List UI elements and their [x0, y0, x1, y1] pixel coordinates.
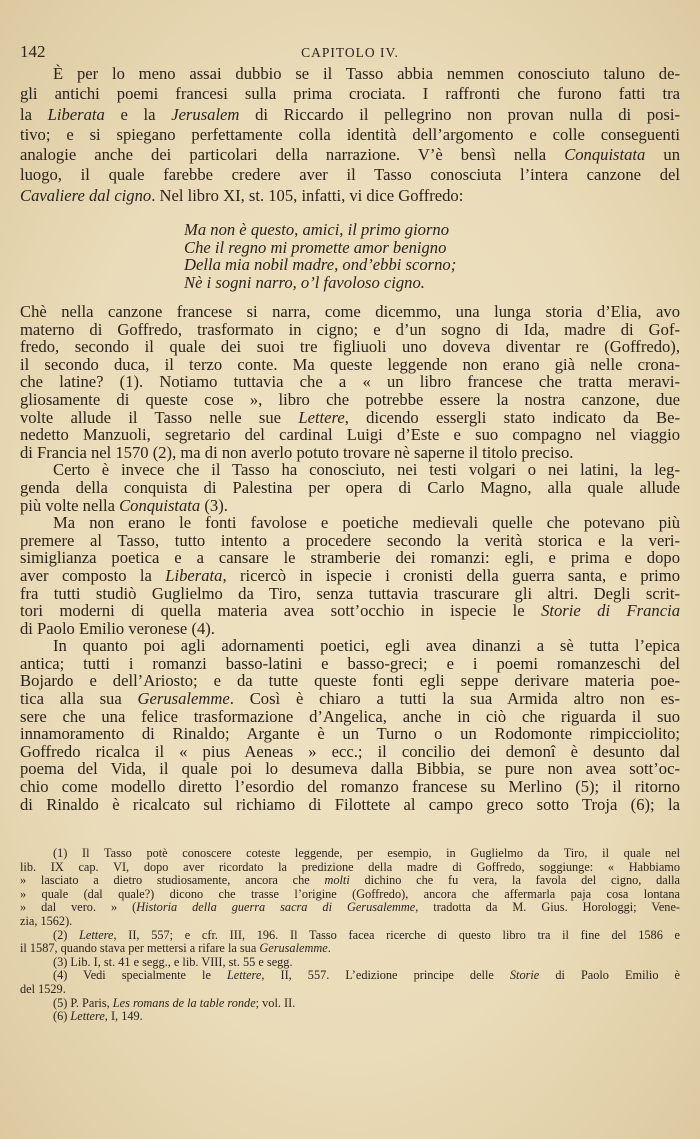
- text-segment: (1) Il Tasso potè conoscere coteste leggende, per esempio, in Guglielmo da Tiro, il quale nel: [53, 846, 680, 860]
- paragraph: [20, 637, 680, 813]
- italic-text: molti: [324, 873, 350, 888]
- text-line: [20, 391, 680, 409]
- text-segment: più volte nella: [20, 495, 120, 515]
- text-line: [20, 708, 680, 726]
- text-segment: di Rinaldo è ricalcato sul richiamo di Filottete al campo greco sotto Troja (6); la: [20, 794, 680, 814]
- text-segment: Chè nella canzone francese si narra, come dicemmo, una lunga storia d’Elia, avo: [20, 302, 680, 321]
- body-text: [20, 303, 680, 813]
- text-segment: antica; tutti i romanzi basso-latini e basso-greci; e i poemi romanzeschi del: [20, 653, 680, 673]
- text-line: [20, 338, 680, 356]
- text-segment: È per lo meno assai dubbio se il Tasso abbia nemmen conosciuto taluno de-: [53, 64, 680, 83]
- text-segment: genda della conquista di Palestina per opera di Carlo Magno, alla quale allude: [20, 477, 680, 497]
- text-segment: , II, 557; e cfr. III, 196. Il Tasso facea ricerche di questo libro tra il fine del 1586 e: [113, 927, 681, 942]
- footnote: [20, 929, 680, 956]
- verse-line: Ma non è questo, amici, il primo giorno: [184, 220, 450, 239]
- italic-text: Gerusalemme: [137, 689, 230, 709]
- text-segment: (4) Vedi specialmente le: [53, 968, 227, 983]
- text-line: [20, 760, 680, 778]
- text-segment: il 1587, quando stava per mettersi a rifare la sua: [20, 941, 260, 956]
- text-line: [20, 105, 680, 125]
- text-line: [20, 861, 680, 875]
- text-segment: In quanto poi agli adornamenti poetici, egli avea dinanzi a sè tutta l’epica: [53, 636, 680, 656]
- text-segment: tica alla sua: [20, 689, 138, 709]
- text-line: [20, 549, 680, 567]
- text-segment: (2): [53, 927, 80, 942]
- text-line: [20, 929, 680, 943]
- text-segment: gliosamente di queste cose », libro che potrebbe essere la nostra canzone, due: [20, 389, 680, 409]
- paragraph: [20, 303, 680, 461]
- text-segment: analogie anche dei particolari della narrazione. V’è bensì nella: [20, 145, 565, 165]
- text-line: [20, 743, 680, 761]
- text-segment: , tradotta da M. Gius. Horologgi; Vene-: [415, 900, 680, 915]
- text-segment: fredo, secondo il quale dei suoi tre figliuoli uno doveva diventar re (Goffredo),: [20, 337, 680, 357]
- footnotes: [20, 847, 680, 1024]
- text-segment: di Paolo Emilio è: [539, 968, 681, 983]
- text-line: [20, 915, 680, 929]
- text-segment: (5) P. Paris,: [53, 995, 113, 1010]
- text-segment: » dal vero. » (: [20, 900, 137, 915]
- text-segment: fra tutti studiò Guglielmo da Tiro, senza tuttavia trascurare gli altri. Degli scrit-: [20, 583, 680, 603]
- text-line: [20, 165, 680, 185]
- paragraph: [20, 64, 680, 206]
- text-line: [20, 672, 680, 690]
- verse-line: Che il regno mi promette amor benigno: [184, 237, 447, 257]
- text-line: [20, 874, 680, 888]
- text-segment: materno di Goffredo, trasformato in cigno; e d’un sogno di Ida, madre di Gof-: [20, 319, 680, 339]
- verse-line: Nè i sogni narro, o’l favoloso cigno.: [184, 272, 425, 292]
- text-line: [20, 145, 680, 165]
- text-line: [20, 847, 680, 861]
- paragraph: [20, 514, 680, 637]
- paragraph: [20, 461, 680, 514]
- text-segment: ; vol. II.: [255, 995, 296, 1010]
- text-line: [20, 303, 680, 321]
- text-segment: , II, 557. L’edizione principe delle: [261, 968, 510, 983]
- text-segment: (3).: [200, 495, 228, 515]
- text-segment: zia, 1562).: [20, 913, 73, 928]
- text-segment: Bojardo e dell’Ariosto; e da tutte queste fonti egli seppe derivare materia poe-: [20, 671, 680, 691]
- text-segment: innamoramento di Rinaldo; Argante è un Turno o un Rodomonte rimpicciolito;: [20, 724, 680, 744]
- text-line: [20, 620, 680, 638]
- running-title: CAPITOLO IV.: [301, 45, 399, 60]
- italic-text: Storie: [509, 968, 540, 983]
- text-line: [20, 567, 680, 585]
- text-segment: Certo è invece che il Tasso ha conosciuto, nei testi volgari o nei latini, la leg-: [53, 460, 680, 480]
- text-line: [20, 901, 680, 915]
- footnote: [20, 847, 680, 929]
- text-line: [20, 321, 680, 339]
- text-segment: » lasciato a dietro studiosamente, ancora che: [20, 873, 325, 888]
- text-segment: (6): [53, 1009, 71, 1024]
- text-line: [20, 426, 680, 444]
- footnote: [20, 1010, 680, 1024]
- text-line: [20, 585, 680, 603]
- text-line: [20, 125, 680, 145]
- text-line: [20, 602, 680, 620]
- text-segment: dichino che fu vera, la favola del cigno, dalla: [349, 873, 681, 888]
- text-segment: . Così è chiaro a tutti la sua Armida altro non es-: [229, 689, 680, 709]
- italic-text: Conquistata: [119, 495, 201, 515]
- page-number: 142: [20, 42, 46, 61]
- text-line: [20, 64, 680, 84]
- text-segment: la: [20, 104, 48, 124]
- text-segment: Goffredo ricalca il « pius Aeneas » ecc.; il concilio dei demonî è desunto dal: [20, 741, 680, 761]
- text-segment: aver composto la: [20, 565, 166, 585]
- footnote: [20, 956, 680, 970]
- text-segment: di Riccardo il pellegrino non provan nulla di posi-: [239, 104, 681, 124]
- text-line: [20, 373, 680, 391]
- text-line: [20, 690, 680, 708]
- text-line: [20, 409, 680, 427]
- text-line: [20, 637, 680, 655]
- text-segment: nedetto Manzuoli, segretario del cardinal Luigi d’Este e suo compagno nel viaggio: [20, 425, 680, 445]
- text-line: [20, 725, 680, 743]
- text-segment: di Paolo Emilio veronese (4).: [20, 618, 215, 638]
- text-segment: premere al Tasso, tutto intento a procedere secondo la verità storica e la veri-: [20, 530, 680, 550]
- italic-text: Lettere: [298, 407, 345, 427]
- text-segment: e la: [104, 104, 172, 124]
- text-segment: Ma non erano le fonti favolose e poetiche medievali quelle che potevano più: [53, 513, 680, 533]
- italic-text: Lettere: [70, 1009, 105, 1024]
- text-line: [20, 997, 680, 1011]
- italic-text: Lettere: [79, 927, 114, 942]
- text-line: [20, 479, 680, 497]
- text-line: [20, 444, 680, 462]
- text-segment: tivo; e si spiegano perfettamente colla identità dell’argomento e colle conseguenti: [20, 124, 680, 144]
- verse-quotation: [184, 221, 456, 291]
- text-segment: il secondo duca, il terzo conte. Ma queste leggende non erano già nelle crona-: [20, 354, 680, 374]
- italic-text: Liberata: [47, 104, 105, 124]
- text-segment: che latine? (1). Notiamo tuttavia che a « un libro francese che tratta meravi-: [20, 372, 680, 392]
- italic-text: Jerusalem: [171, 104, 240, 124]
- text-segment: simiglianza poetica e a cansare le stramberie dei romanzi: egli, e prima e dopo: [20, 548, 680, 568]
- text-segment: , ricercò in ispecie i cronisti della guerra santa, e primo: [222, 565, 680, 585]
- text-segment: .: [327, 941, 331, 956]
- footnote: [20, 969, 680, 996]
- text-line: [20, 186, 680, 206]
- verse-line: Della mia nobil madre, ond’ebbi scorno;: [184, 255, 457, 275]
- footnote: [20, 997, 680, 1011]
- text-segment: (3) Lib. I, st. 41 e segg., e lib. VIII, st. 55 e segg.: [53, 954, 293, 969]
- text-line: [20, 514, 680, 532]
- italic-text: Liberata: [165, 565, 223, 585]
- text-segment: , I, 149.: [104, 1009, 143, 1024]
- text-segment: un: [645, 145, 680, 165]
- first-paragraph: [20, 64, 680, 206]
- italic-text: Conquistata: [564, 145, 646, 165]
- text-segment: tori moderni di quella materia avea sott’occhio in ispecie le: [20, 601, 542, 621]
- text-line: [20, 1010, 680, 1024]
- italic-text: Historia della guerra sacra di Gerusalemme: [136, 900, 416, 915]
- text-line: [20, 942, 680, 956]
- text-line: [20, 983, 680, 997]
- text-line: [20, 655, 680, 673]
- text-line: [20, 497, 680, 515]
- text-segment: . Nel libro XI, st. 105, infatti, vi dice Goffredo:: [151, 185, 464, 205]
- text-segment: poema del Vida, il quale poi lo desumeva dalla Bibbia, se pure non avea sott’oc-: [20, 759, 680, 779]
- text-segment: luogo, il quale farebbe credere aver il Tasso conosciuta l’intera canzone del: [20, 165, 680, 185]
- text-line: [20, 888, 680, 902]
- text-segment: di Francia nel 1570 (2), ma di non averlo potuto trovare nè saperne il titolo preciso.: [20, 442, 574, 462]
- text-line: [20, 532, 680, 550]
- text-line: [20, 778, 680, 796]
- text-segment: lib. IX cap. VI, dopo aver ricordato la predizione della madre di Goffredo, soggiunge: « Habbiamo: [20, 859, 680, 874]
- text-segment: , dicendo essergli stato indicato da Be-: [344, 407, 680, 427]
- text-segment: gli antichi poemi francesi sulla prima crociata. I raffronti che furono fatti tra: [20, 84, 680, 104]
- text-line: [20, 969, 680, 983]
- text-line: [20, 84, 680, 104]
- text-line: [20, 796, 680, 814]
- italic-text: Storie di Francia: [541, 601, 680, 621]
- text-segment: del 1529.: [20, 981, 66, 996]
- text-line: [20, 461, 680, 479]
- text-segment: chio come modello diretto l’esordio del romanzo francese su Merlino (5); il ritorno: [20, 777, 680, 797]
- text-segment: volte allude il Tasso nelle sue: [20, 407, 299, 427]
- italic-text: Les romans de la table ronde: [112, 995, 256, 1010]
- italic-text: Cavaliere dal cigno: [20, 185, 152, 205]
- text-line: [20, 356, 680, 374]
- text-line: [20, 956, 680, 970]
- italic-text: Lettere: [226, 968, 262, 983]
- italic-text: Gerusalemme: [259, 941, 328, 956]
- text-segment: » quale (dal quale?) dicono che trasse l’origine (Goffredo), ancora che affermarla paja cosa lontana: [20, 886, 680, 901]
- text-segment: sere che una felice trasformazione d’Angelica, anche in ciò che riguarda il suo: [20, 706, 680, 726]
